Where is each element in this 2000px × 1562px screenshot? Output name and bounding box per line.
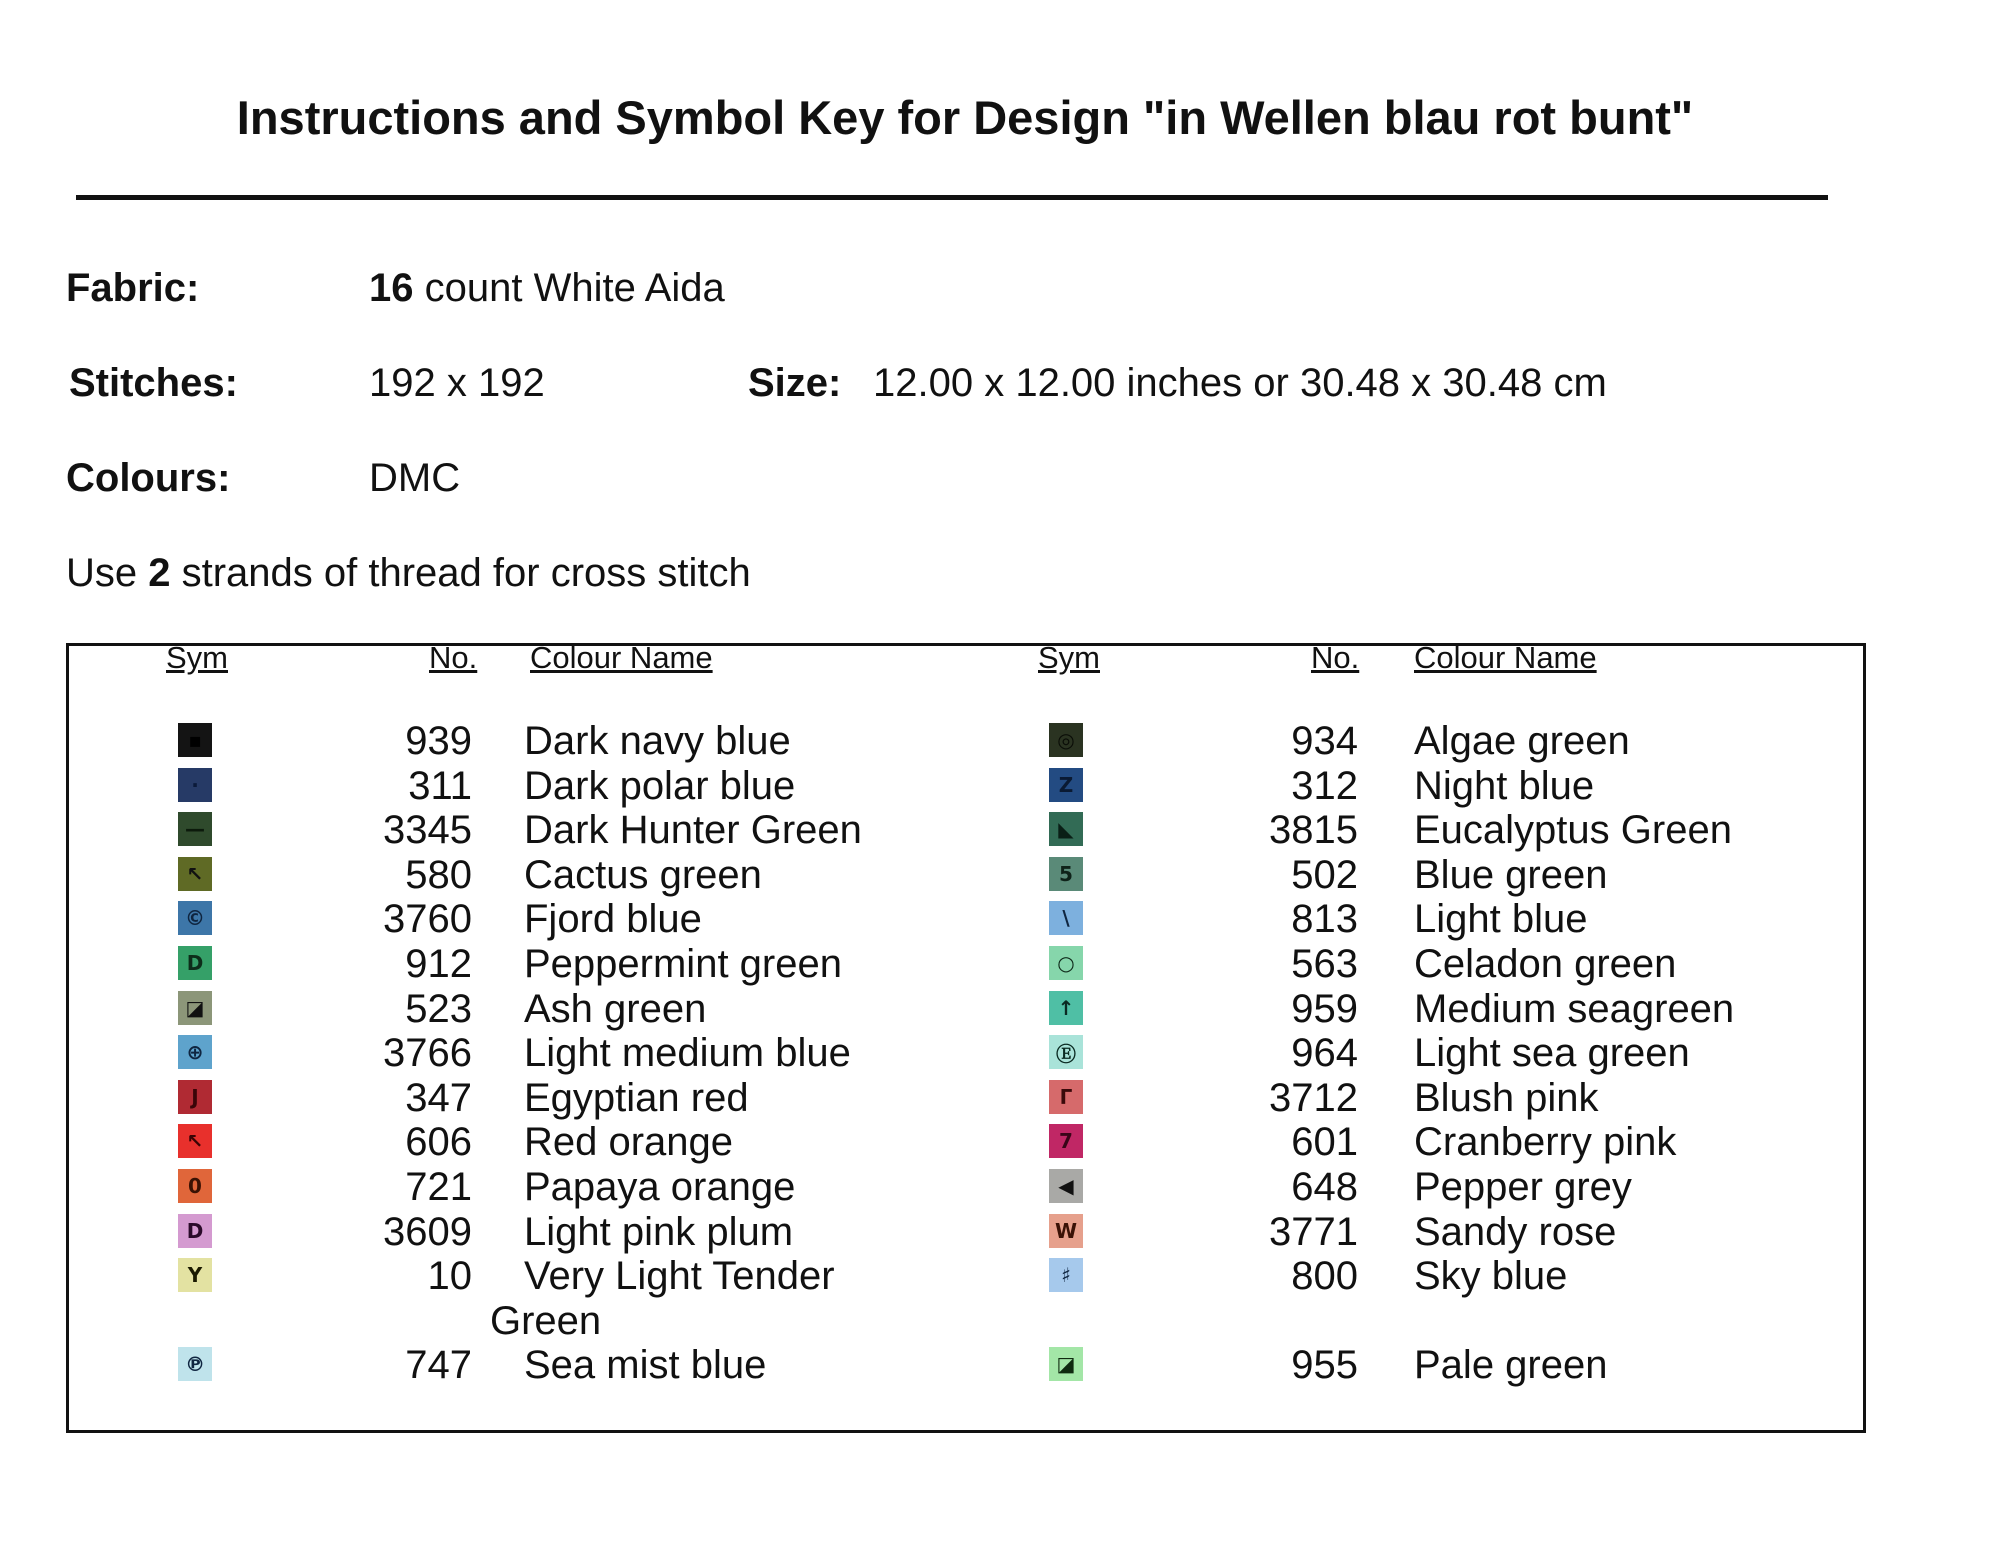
colour-name-continued: Green	[490, 1298, 602, 1343]
color-symbol-icon: ⊕	[178, 1035, 212, 1069]
color-symbol-icon: ◀	[1049, 1169, 1083, 1203]
colour-name: Sky blue	[1414, 1254, 1568, 1299]
colour-name: Sea mist blue	[524, 1343, 767, 1388]
dmc-number: 800	[1291, 1254, 1358, 1299]
dmc-number: 959	[1291, 986, 1358, 1031]
stitches-label: Stitches:	[69, 361, 238, 405]
dmc-number: 3766	[383, 1031, 472, 1076]
color-symbol-icon: W	[1049, 1214, 1083, 1248]
colour-name: Light medium blue	[524, 1031, 851, 1076]
color-symbol-icon: D	[178, 946, 212, 980]
color-symbol-icon: ↑	[1049, 991, 1083, 1025]
colour-name: Pepper grey	[1414, 1165, 1632, 1209]
colours-value: DMC	[369, 456, 461, 500]
dmc-number: 606	[405, 1120, 472, 1165]
color-symbol-icon: ▪	[178, 723, 212, 757]
colour-name: Peppermint green	[524, 942, 842, 986]
dmc-number: 347	[405, 1075, 472, 1120]
color-symbol-icon: D	[178, 1214, 212, 1248]
strands-count: 2	[148, 551, 171, 595]
fabric-value	[369, 266, 725, 311]
color-symbol-icon: \	[1049, 901, 1083, 935]
colour-name: Dark Hunter Green	[524, 808, 862, 853]
dmc-number: 955	[1291, 1343, 1358, 1388]
color-symbol-icon: ♯	[1049, 1258, 1083, 1292]
color-symbol-icon: ↖	[178, 857, 212, 891]
color-symbol-icon: ◪	[178, 991, 212, 1025]
dmc-number: 934	[1291, 719, 1358, 763]
dmc-number: 3760	[383, 897, 472, 942]
dmc-number: 312	[1291, 763, 1358, 808]
color-symbol-icon: ©	[178, 901, 212, 935]
color-symbol-icon: ◣	[1049, 812, 1083, 846]
colour-name: Ash green	[524, 986, 707, 1031]
dmc-number: 311	[408, 763, 472, 808]
color-symbol-icon: ○	[1049, 946, 1083, 980]
color-symbol-icon: 0	[178, 1169, 212, 1203]
color-symbol-icon: ↖	[178, 1124, 212, 1158]
strands-prefix: Use	[66, 551, 149, 595]
header-sym-right: Sym	[1038, 640, 1100, 675]
dmc-number: 3815	[1269, 808, 1358, 853]
color-symbol-icon: ·	[178, 768, 212, 802]
dmc-number: 3609	[383, 1209, 472, 1254]
color-symbol-icon: Y	[178, 1258, 212, 1292]
colour-name: Celadon green	[1414, 942, 1677, 986]
colour-name: Light blue	[1414, 897, 1588, 942]
page-title: Instructions and Symbol Key for Design "in Wellen blau rot bunt"	[236, 91, 1694, 144]
colour-name: Fjord blue	[524, 897, 702, 942]
colour-name: Dark navy blue	[524, 719, 791, 763]
fabric-label: Fabric:	[66, 266, 200, 310]
header-no-right: No.	[1311, 640, 1360, 675]
dmc-number: 912	[405, 942, 472, 986]
color-symbol-icon: Z	[1049, 768, 1083, 802]
dmc-number: 939	[405, 719, 472, 763]
strands-suffix: strands of thread for cross stitch	[170, 551, 751, 595]
color-symbol-icon: ◎	[1049, 723, 1083, 757]
dmc-number: 648	[1291, 1165, 1358, 1209]
colour-name: Light sea green	[1414, 1031, 1690, 1076]
dmc-number: 580	[405, 852, 472, 897]
color-symbol-icon: J	[178, 1080, 212, 1114]
dmc-number: 10	[427, 1254, 472, 1299]
dmc-number: 964	[1291, 1031, 1358, 1076]
colour-name: Eucalyptus Green	[1414, 808, 1732, 853]
color-symbol-icon: Γ	[1049, 1080, 1083, 1114]
colour-name: Pale green	[1414, 1343, 1608, 1388]
dmc-number: 523	[405, 986, 472, 1031]
color-symbol-icon: —	[178, 812, 212, 846]
colour-name: Very Light Tender	[524, 1254, 835, 1299]
color-symbol-icon: ℗	[178, 1347, 212, 1381]
colour-name: Medium seagreen	[1414, 986, 1735, 1031]
header-sym-left: Sym	[166, 640, 228, 675]
size-value: 12.00 x 12.00 inches or 30.48 x 30.48 cm	[873, 361, 1607, 405]
dmc-number: 747	[405, 1343, 472, 1388]
colour-name: Cranberry pink	[1414, 1120, 1677, 1165]
color-symbol-icon: 7	[1049, 1124, 1083, 1158]
dmc-number: 721	[405, 1165, 472, 1209]
dmc-number: 3345	[383, 808, 472, 853]
color-symbol-icon: ◪	[1049, 1347, 1083, 1381]
colour-name: Sandy rose	[1414, 1209, 1617, 1254]
colour-name: Blue green	[1414, 852, 1608, 897]
stitches-value: 192 x 192	[369, 361, 545, 405]
dmc-number: 563	[1291, 942, 1358, 986]
header-colour-name-right: Colour Name	[1414, 640, 1597, 675]
color-symbol-icon: Ⓔ	[1049, 1035, 1083, 1069]
colour-name: Blush pink	[1414, 1075, 1599, 1120]
colour-name: Dark polar blue	[524, 763, 796, 808]
title-divider	[76, 195, 1828, 200]
dmc-number: 3712	[1269, 1075, 1358, 1120]
size-label: Size:	[748, 361, 842, 405]
dmc-number: 813	[1291, 897, 1358, 942]
colours-label: Colours:	[66, 456, 231, 500]
dmc-number: 601	[1291, 1120, 1358, 1165]
header-no-left: No.	[429, 640, 478, 675]
strands-instruction	[66, 551, 751, 596]
colour-name: Egyptian red	[524, 1075, 749, 1120]
fabric-count: 16	[369, 266, 414, 310]
colour-name: Papaya orange	[524, 1165, 796, 1209]
colour-name: Algae green	[1414, 719, 1630, 763]
colour-name: Red orange	[524, 1120, 734, 1165]
colour-name: Light pink plum	[524, 1209, 794, 1254]
fabric-description: count White Aida	[413, 266, 725, 310]
colour-name: Night blue	[1414, 763, 1595, 808]
colour-name: Cactus green	[524, 852, 762, 897]
dmc-number: 3771	[1269, 1209, 1358, 1254]
header-colour-name-left: Colour Name	[530, 640, 713, 675]
dmc-number: 502	[1291, 852, 1358, 897]
color-symbol-icon: 5	[1049, 857, 1083, 891]
